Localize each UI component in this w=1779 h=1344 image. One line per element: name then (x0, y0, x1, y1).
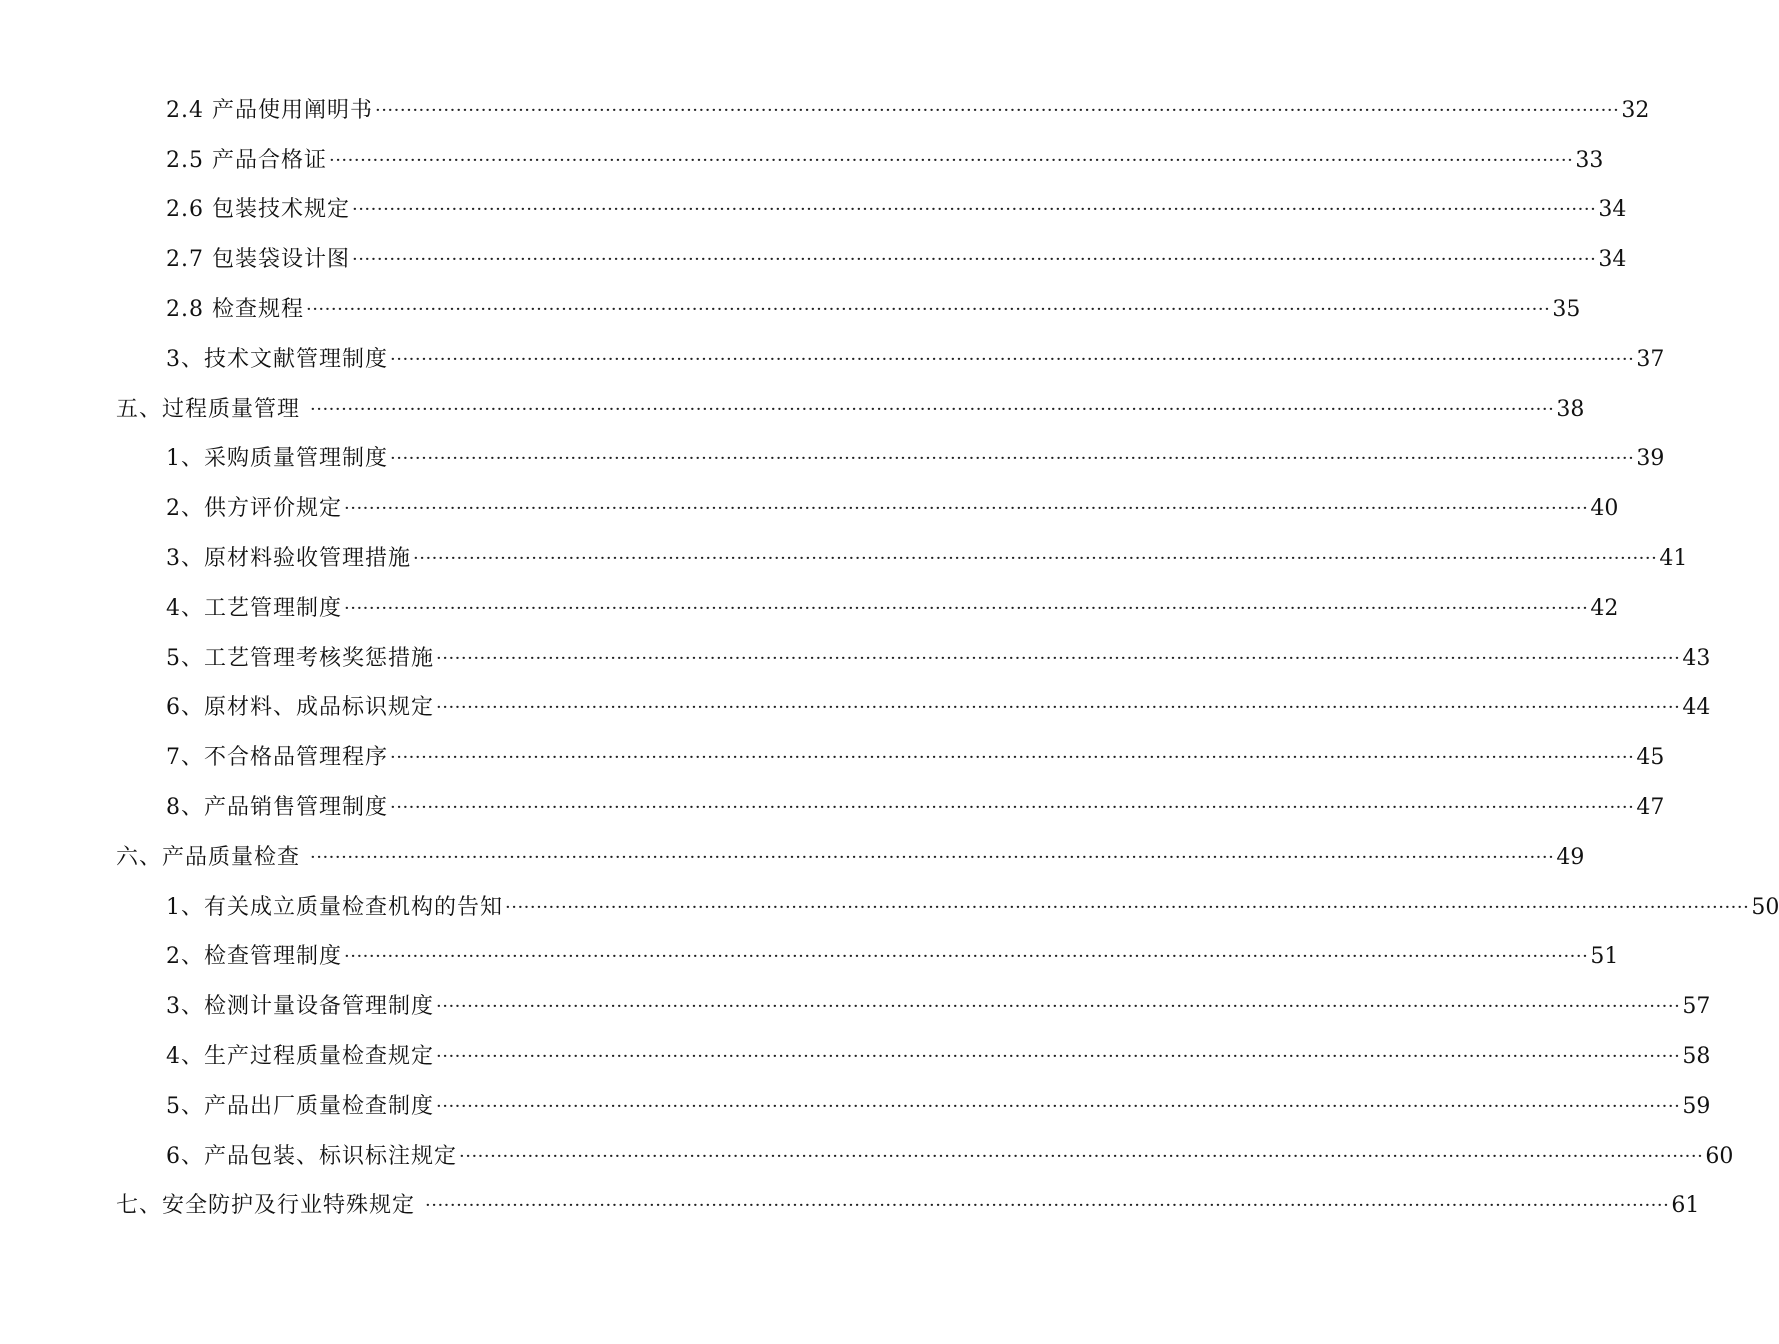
toc-entry-page: 35 (1552, 297, 1581, 323)
dot-leader: ········································································································································································································ (413, 548, 1658, 570)
toc-entry-page: 32 (1621, 97, 1650, 123)
toc-entry (0, 1132, 1734, 1182)
toc-entry (0, 186, 1627, 236)
toc-entry-page: 38 (1556, 396, 1585, 422)
toc-entry (0, 86, 1650, 136)
dot-leader: ········································································································································································································ (436, 1046, 1681, 1068)
toc-entry (0, 235, 1627, 285)
toc-entry-title: 2.7 包装袋设计图 (166, 247, 350, 273)
toc-entry (0, 534, 1688, 584)
toc-entry-title: 2.8 检查规程 (166, 297, 304, 323)
toc-entry-title: 六、产品质量检查 (116, 844, 301, 870)
toc-entry-page: 40 (1590, 496, 1619, 522)
dot-leader: ········································································································································································································ (436, 1095, 1681, 1117)
toc-entry (0, 435, 1665, 485)
dot-leader: ········································································································································································································ (310, 846, 1555, 868)
toc-entry-title: 3、原材料验收管理措施 (166, 546, 411, 572)
dot-leader: ········································································································································································································ (390, 747, 1635, 769)
toc-entry (0, 783, 1665, 833)
toc-entry-title: 2.4 产品使用阐明书 (166, 97, 373, 123)
toc-entry-page: 34 (1598, 197, 1627, 223)
toc-entry-page: 37 (1636, 346, 1665, 372)
dot-leader: ········································································································································································································ (351, 249, 1597, 271)
toc-entry-page: 47 (1636, 795, 1665, 821)
toc-entry-title: 2.5 产品合格证 (166, 147, 327, 173)
toc-entry-title: 4、生产过程质量检查规定 (166, 1044, 434, 1070)
toc-entry-title: 6、原材料、成品标识规定 (166, 695, 434, 721)
toc-entry-title: 1、采购质量管理制度 (166, 446, 388, 472)
toc-entry-title: 3、检测计量设备管理制度 (166, 994, 434, 1020)
dot-leader: ········································································································································································································ (390, 348, 1635, 370)
toc-entry-page: 43 (1682, 645, 1711, 671)
toc-entry-title: 6、产品包装、标识标注规定 (166, 1143, 457, 1169)
toc-entry (0, 684, 1711, 734)
toc-section-heading (0, 385, 1585, 435)
dot-leader: ········································································································································································································ (436, 697, 1681, 719)
toc-entry-page: 44 (1682, 695, 1711, 721)
toc-entry-title: 7、不合格品管理程序 (166, 745, 388, 771)
toc-entry-page: 58 (1682, 1044, 1711, 1070)
toc-entry-page: 50 (1751, 894, 1779, 920)
toc-entry (0, 933, 1619, 983)
toc-entry-page: 61 (1671, 1193, 1700, 1219)
toc-section-heading (0, 1182, 1700, 1232)
toc-entry-title: 3、技术文献管理制度 (166, 346, 388, 372)
dot-leader: ········································································································································································································ (310, 398, 1555, 420)
toc-entry-page: 60 (1705, 1143, 1734, 1169)
toc-entry-page: 57 (1682, 994, 1711, 1020)
toc-entry-page: 42 (1590, 595, 1619, 621)
toc-entry-title: 七、安全防护及行业特殊规定 (116, 1193, 416, 1219)
dot-leader: ········································································································································································································ (390, 448, 1635, 470)
toc-entry-title: 8、产品销售管理制度 (166, 795, 388, 821)
dot-leader: ········································································································································································································ (436, 996, 1681, 1018)
dot-leader: ········································································································································································································ (505, 896, 1750, 918)
dot-leader: ········································································································································································································ (351, 199, 1597, 221)
dot-leader: ········································································································································································································ (425, 1195, 1670, 1217)
toc-entry (0, 982, 1711, 1032)
toc-entry-page: 51 (1590, 944, 1619, 970)
toc-entry-page: 45 (1636, 745, 1665, 771)
dot-leader: ········································································································································································································ (344, 946, 1589, 968)
dot-leader: ········································································································································································································ (374, 99, 1620, 121)
toc-entry-page: 33 (1575, 147, 1604, 173)
dot-leader: ········································································································································································································ (390, 797, 1635, 819)
toc-entry (0, 335, 1665, 385)
dot-leader: ········································································································································································································ (436, 647, 1681, 669)
dot-leader: ········································································································································································································ (459, 1145, 1704, 1167)
toc-entry-title: 1、有关成立质量检查机构的告知 (166, 894, 503, 920)
toc-entry (0, 1032, 1711, 1082)
toc-entry (0, 584, 1619, 634)
table-of-contents (0, 86, 1779, 1231)
toc-entry-page: 41 (1659, 546, 1688, 572)
dot-leader: ········································································································································································································ (305, 299, 1551, 321)
toc-entry-title: 2、检查管理制度 (166, 944, 342, 970)
toc-section-heading (0, 833, 1585, 883)
toc-entry-page: 39 (1636, 446, 1665, 472)
toc-entry-title: 2、供方评价规定 (166, 496, 342, 522)
toc-entry-page: 59 (1682, 1093, 1711, 1119)
toc-entry (0, 634, 1711, 684)
dot-leader: ········································································································································································································ (344, 498, 1589, 520)
toc-entry-page: 49 (1556, 844, 1585, 870)
toc-entry (0, 1082, 1711, 1132)
toc-entry-title: 五、过程质量管理 (116, 396, 301, 422)
toc-entry-title: 5、工艺管理考核奖惩措施 (166, 645, 434, 671)
dot-leader: ········································································································································································································ (328, 149, 1574, 171)
toc-entry (0, 136, 1604, 186)
toc-entry (0, 285, 1581, 335)
toc-entry (0, 484, 1619, 534)
toc-entry-title: 5、产品出厂质量检查制度 (166, 1093, 434, 1119)
toc-entry (0, 883, 1779, 933)
dot-leader: ········································································································································································································ (344, 597, 1589, 619)
toc-entry-title: 2.6 包装技术规定 (166, 197, 350, 223)
toc-entry-page: 34 (1598, 247, 1627, 273)
toc-entry (0, 733, 1665, 783)
toc-entry-title: 4、工艺管理制度 (166, 595, 342, 621)
